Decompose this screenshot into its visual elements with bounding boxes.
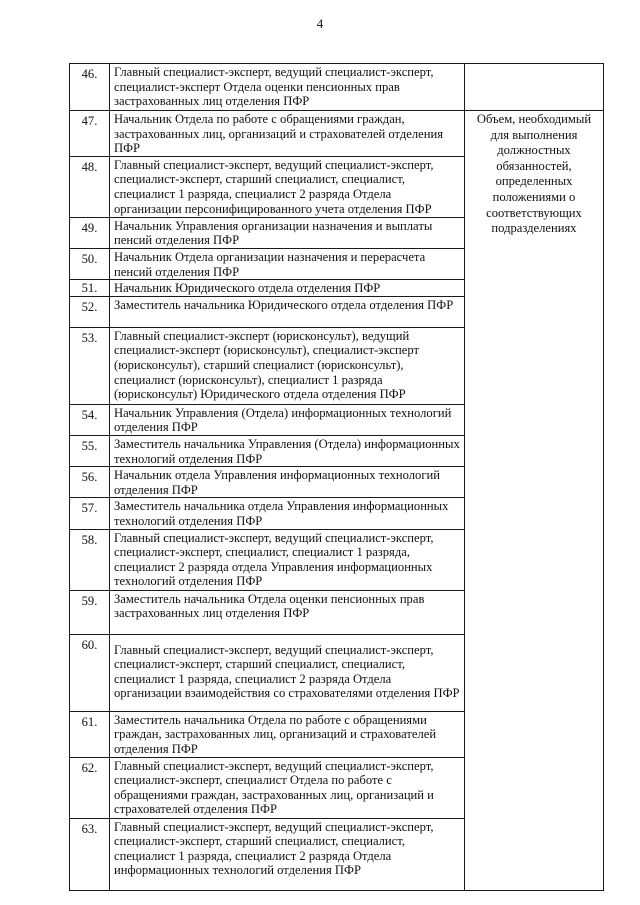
- row-note-empty: [465, 64, 604, 111]
- table-row: [70, 64, 604, 111]
- row-title: Начальник Управления организации назначения и выплаты пенсий отделения ПФР: [110, 217, 465, 248]
- row-number: 49.: [70, 217, 110, 248]
- row-title: Заместитель начальника Управления (Отдела) информационных технологий отделения ПФР: [110, 435, 465, 466]
- row-number: 51.: [70, 280, 110, 297]
- row-title: Заместитель начальника Отдела по работе с обращениями граждан, застрахованных лиц, организаций и страхователей отделения ПФР: [110, 711, 465, 757]
- row-title: Заместитель начальника Юридического отдела отделения ПФР: [110, 296, 465, 327]
- row-title: Главный специалист-эксперт, ведущий специалист-эксперт, специалист-эксперт, старший специалист, специалист, специалист 1 разряда, специалист 2 разряда Отдела информационных технологий отделения ПФР: [110, 818, 465, 890]
- row-title: Главный специалист-эксперт, ведущий специалист-эксперт, специалист-эксперт, специалист Отдела по работе с обращениями граждан, застрахованных лиц, организаций и страхователей отделения ПФР: [110, 757, 465, 818]
- row-number: 55.: [70, 435, 110, 466]
- row-number: 57.: [70, 498, 110, 529]
- row-number: 46.: [70, 64, 110, 111]
- note-text: Объем, необходимый для выполнения должностных обязанностей, определенных положениями о соответствующих подразделениях: [476, 112, 592, 236]
- row-number: 56.: [70, 467, 110, 498]
- row-title: Начальник Управления (Отдела) информационных технологий отделения ПФР: [110, 404, 465, 435]
- row-title: Главный специалист-эксперт, ведущий специалист-эксперт, специалист-эксперт, специалист, специалист 1 разряда, специалист 2 разряда отдела Управления информационных технологий отделения ПФР: [110, 529, 465, 590]
- page-number: 4: [316, 16, 324, 31]
- row-title: Начальник отдела Управления информационных технологий отделения ПФР: [110, 467, 465, 498]
- row-number: 53.: [70, 327, 110, 404]
- row-title: Начальник Отдела организации назначения и перерасчета пенсий отделения ПФР: [110, 248, 465, 279]
- row-number: 50.: [70, 248, 110, 279]
- row-number: 52.: [70, 296, 110, 327]
- row-number: 59.: [70, 590, 110, 634]
- row-number: 60.: [70, 634, 110, 711]
- row-number: 61.: [70, 711, 110, 757]
- row-title: Главный специалист-эксперт, ведущий специалист-эксперт, специалист-эксперт, старший специалист, специалист, специалист 1 разряда, специалист 2 разряда Отдела организации взаимодействия со страхователями отделения ПФР: [110, 634, 465, 711]
- row-title: Начальник Юридического отдела отделения ПФР: [110, 280, 465, 297]
- row-number: 48.: [70, 156, 110, 217]
- row-number: 54.: [70, 404, 110, 435]
- row-title: Главный специалист-эксперт (юрисконсульт), ведущий специалист-эксперт (юрисконсульт), специалист-эксперт (юрисконсульт), старший специалист (юрисконсульт), специалист (юрисконсульт), специалист 1 разряда (юрисконсульт) Юридического отдела отделения ПФР: [110, 327, 465, 404]
- row-number: 47.: [70, 111, 110, 157]
- row-title: Главный специалист-эксперт, ведущий специалист-эксперт, специалист-эксперт, старший специалист, специалист, специалист 1 разряда, специалист 2 разряда Отдела организации персонифицированного учета отделения ПФР: [110, 156, 465, 217]
- row-number: 62.: [70, 757, 110, 818]
- row-note: [465, 111, 604, 891]
- positions-table: [69, 63, 604, 891]
- row-number: 58.: [70, 529, 110, 590]
- row-title: Начальник Отдела по работе с обращениями граждан, застрахованных лиц, организаций и страхователей отделения ПФР: [110, 111, 465, 157]
- row-title: Главный специалист-эксперт, ведущий специалист-эксперт, специалист-эксперт Отдела оценки пенсионных прав застрахованных лиц отделения ПФР: [110, 64, 465, 111]
- row-title: Заместитель начальника Отдела оценки пенсионных прав застрахованных лиц отделения ПФР: [110, 590, 465, 634]
- row-title: Заместитель начальника отдела Управления информационных технологий отделения ПФР: [110, 498, 465, 529]
- table-row: [70, 111, 604, 157]
- row-number: 63.: [70, 818, 110, 890]
